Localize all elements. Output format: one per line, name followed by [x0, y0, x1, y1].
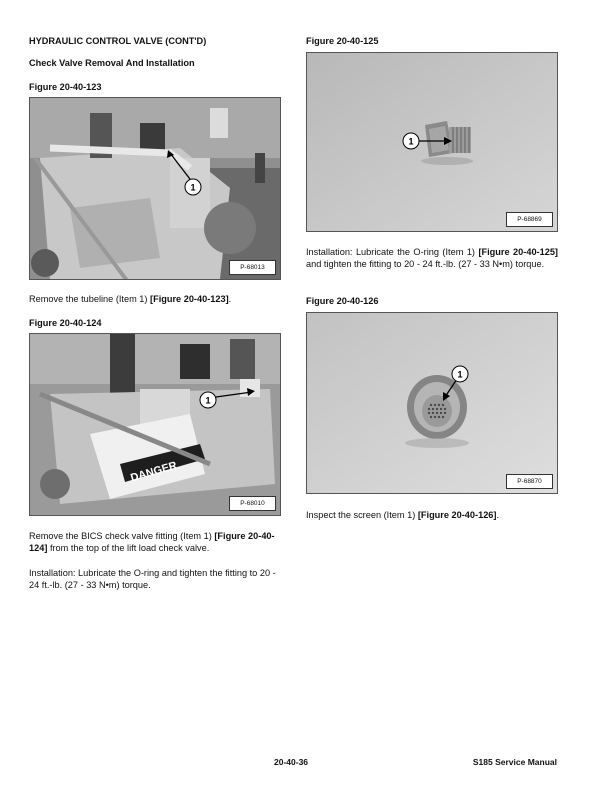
figure-caption-126: Figure 20-40-126: [306, 296, 379, 306]
figure-photo-123: [29, 97, 281, 280]
callout-label: 1: [457, 369, 463, 380]
figure-caption-125: Figure 20-40-125: [306, 36, 379, 46]
para-inspect-screen: Inspect the screen (Item 1) [Figure 20-40-126].: [306, 510, 500, 520]
figure-photo-124: [29, 333, 281, 516]
figure-ref: [Figure 20-40-125]: [478, 247, 558, 257]
photo-id-123: P-68013: [229, 260, 276, 275]
subsection-title: Check Valve Removal And Installation: [29, 58, 195, 68]
callout-1-fig124: [30, 334, 280, 515]
figure-ref: [Figure 20-40-124]: [29, 531, 275, 554]
figure-caption-124: Figure 20-40-124: [29, 318, 102, 328]
callout-1-fig123: [30, 98, 280, 279]
danger-sticker-text: DANGER: [129, 459, 179, 485]
photo-id-126: P-68870: [506, 474, 553, 489]
callout-label: 1: [408, 136, 414, 147]
para-remove-tubeline: Remove the tubeline (Item 1) [Figure 20-40-123].: [29, 294, 232, 304]
section-title: HYDRAULIC CONTROL VALVE (CONT'D): [29, 36, 207, 46]
para-remove-bics: Remove the BICS check valve fitting (Item 1) [Figure 20-40-124] from the top of the lift load check valve.: [29, 531, 275, 554]
manual-title: S185 Service Manual: [472, 757, 557, 767]
callout-1-fig125: [307, 53, 557, 231]
figure-ref: [Figure 20-40-123]: [150, 294, 229, 304]
photo-id-125: P-68869: [506, 212, 553, 227]
para-installation-2: Installation: Lubricate the O-ring (Item 1) [Figure 20-40-125] and tighten the fitting to 20 - 24 ft.-lb. (27 - 33 N•m) torque.: [306, 247, 558, 270]
figure-photo-125: [306, 52, 558, 232]
photo-id-124: P-68010: [229, 496, 276, 511]
callout-label: 1: [190, 182, 196, 193]
figure-ref: [Figure 20-40-126]: [417, 510, 497, 520]
page-number: 20-40-36: [274, 757, 309, 767]
callout-1-fig126: [307, 313, 557, 493]
para-installation-1: Installation: Lubricate the O-ring and tighten the fitting to 20 - 24 ft.-lb. (27 - 33 N•m) torque.: [29, 568, 276, 591]
figure-photo-126: [306, 312, 558, 494]
figure-caption-123: Figure 20-40-123: [29, 82, 102, 92]
callout-label: 1: [205, 395, 211, 406]
